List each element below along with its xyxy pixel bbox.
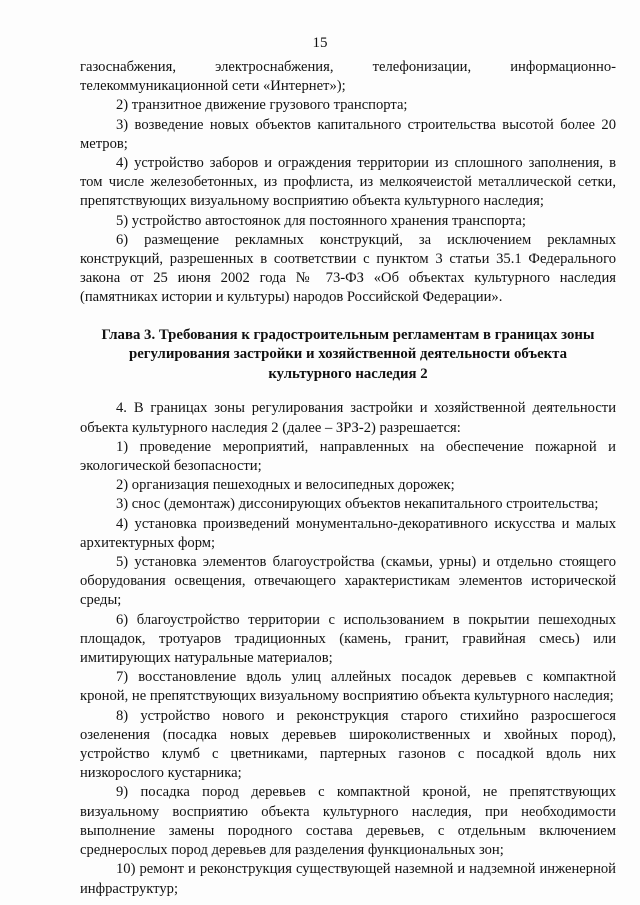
list-item-6: 6) размещение рекламных конструкций, за исключением рекламных конструкций, разрешенных в соответствии с пунктом 3 статьи 35.1 Федерального закона от 25 июня 2002 года № 73-ФЗ «Об объектах культурного наследия (памятниках истории и культуры) народов Российской Федерации».: [80, 231, 616, 306]
permit-item-10: 10) ремонт и реконструкция существующей наземной и надземной инженерной инфраструктур;: [80, 861, 616, 897]
permit-item-7: 7) восстановление вдоль улиц аллейных посадок деревьев с компактной кроной, не препятствующих визуальному восприятию объекта культурного наследия;: [80, 669, 616, 705]
page-number: 15: [312, 35, 328, 51]
permit-item-6: 6) благоустройство территории с использованием в покрытии пешеходных площадок, тротуаров традиционных (камень, гранит, гравийная смесь) или имитирующих натуральные материалов;: [80, 611, 616, 667]
permit-item-9: 9) посадка пород деревьев с компактной кроной, не препятствующих визуальному восприятию объекта культурного наследия, при необходимости выполнение замены породного состава деревьев, с отдельным включением среднерослых пород деревьев для разделения функциональных зон;: [80, 784, 616, 859]
permit-item-5: 5) установка элементов благоустройства (скамьи, урны) и отдельно стоящего оборудования освещения, отвечающего характеристикам элементов исторической среды;: [80, 554, 616, 609]
permit-item-2: 2) организация пешеходных и велосипедных дорожек;: [116, 477, 455, 494]
permit-item-1: 1) проведение мероприятий, направленных на обеспечение пожарной и экологической безопасности;: [80, 438, 616, 475]
permit-item-8: 8) устройство нового и реконструкция старого стихийно разросшегося озеленения (посадка новых деревьев широколиственных и хвойных пород), устройство клумб с цветниками, партерных газонов с посадкой вдоль них низкорослого кустарника;: [80, 707, 616, 782]
permit-item-3: 3) снос (демонтаж) диссонирующих объектов некапитального строительства;: [116, 496, 599, 513]
section-4-intro: 4. В границах зоны регулирования застройки и хозяйственной деятельности объекта культурного наследия 2 (далее – ЗРЗ-2) разрешается:: [80, 400, 616, 436]
document-body: [80, 58, 616, 899]
list-item-2: 2) транзитное движение грузового транспорта;: [116, 97, 408, 114]
paragraph-continuation: газоснабжения, электроснабжения, телефонизации, информационно-телекоммуникационной сети «Интернет»);: [80, 59, 616, 95]
list-item-3: 3) возведение новых объектов капитального строительства высотой более 20 метров;: [80, 116, 616, 152]
chapter-heading: Глава 3. Требования к градостроительным регламентам в границах зоны регулирования застройки и хозяйственной деятельности объекта культурного наследия 2: [101, 326, 595, 382]
permit-item-4: 4) установка произведений монументально-декоративного искусства и малых архитектурных форм;: [80, 515, 616, 551]
list-item-5: 5) устройство автостоянок для постоянного хранения транспорта;: [116, 212, 526, 229]
list-item-4: 4) устройство заборов и ограждения территории из сплошного заполнения, в том числе железобетонных, из профлиста, из мелкоячеистой металлической сетки, препятствующих визуальному восприятию объекта культурного наследия;: [80, 155, 616, 210]
